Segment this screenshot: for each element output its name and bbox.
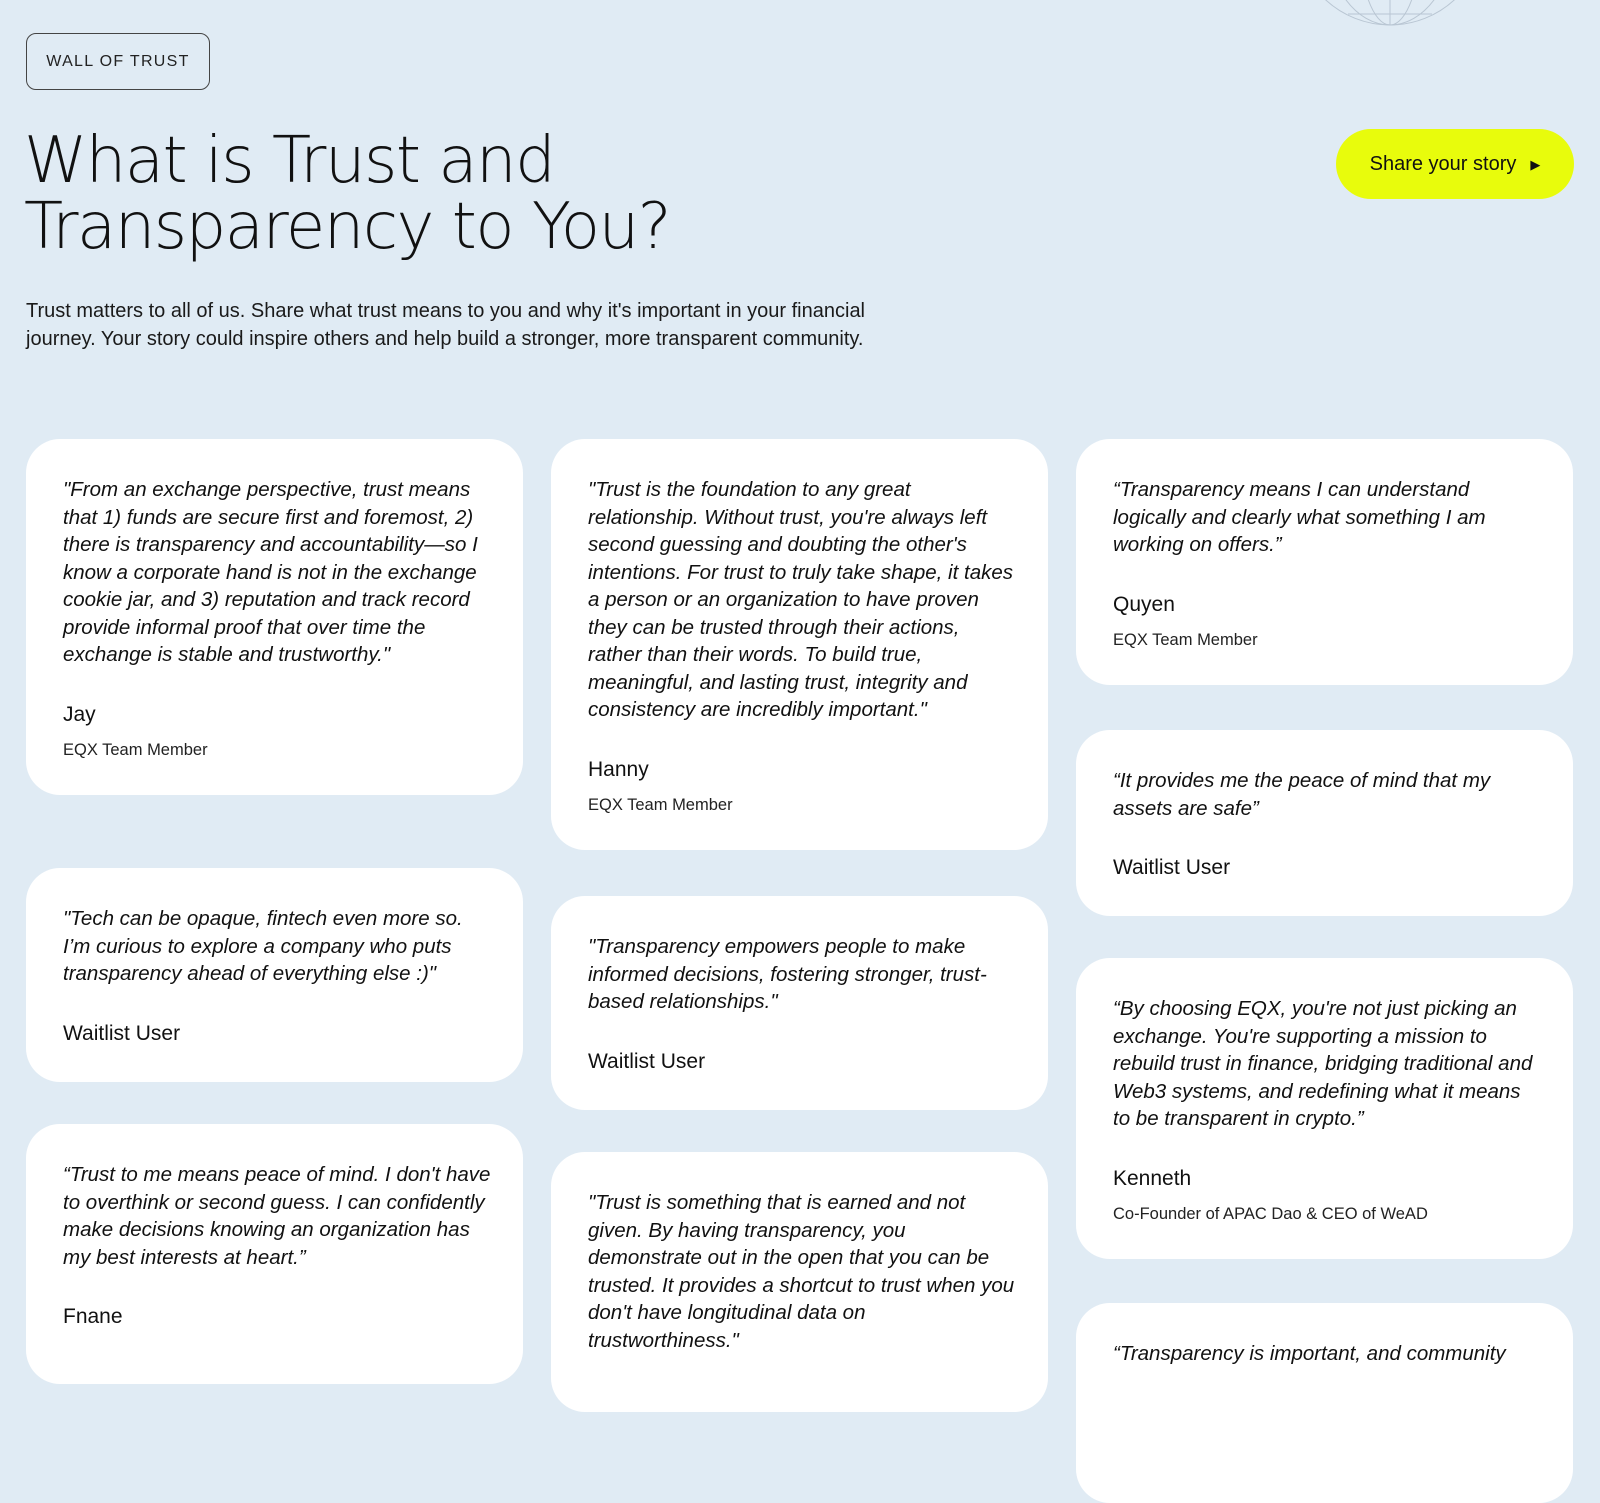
testimonial-quote: “Transparency is important, and community — [1113, 1342, 1506, 1365]
testimonial-role: EQX Team Member — [63, 740, 208, 759]
testimonial-card — [1076, 958, 1573, 1259]
caret-right-icon: ▶ — [1530, 156, 1541, 172]
page-title-line-1: What is Trust and — [24, 124, 555, 198]
testimonial-quote: “It provides me the peace of mind that my assets are safe” — [1113, 769, 1491, 820]
testimonial-author: Hanny — [588, 757, 649, 781]
testimonial-role: EQX Team Member — [588, 795, 733, 814]
intro-text: Trust matters to all of us. Share what trust means to you and why it's important in your financial journey. Your story could inspire others and help build a stronger, more transparent community. — [26, 300, 866, 350]
testimonial-author: Kenneth — [1113, 1166, 1192, 1190]
share-your-story-button[interactable] — [1336, 129, 1574, 199]
testimonial-author: Quyen — [1113, 592, 1175, 616]
testimonial-card — [551, 1152, 1048, 1412]
testimonial-card — [551, 439, 1048, 850]
testimonial-card — [26, 439, 523, 795]
globe-graphic — [1290, 0, 1490, 35]
testimonial-quote: “By choosing EQX, you're not just picking an exchange. You're supporting a mission to rebuild trust in finance, bridging traditional and Web3 systems, and redefining what it means to be transparent in crypto.” — [1113, 997, 1533, 1130]
testimonial-card — [26, 868, 523, 1082]
testimonial-card — [26, 1124, 523, 1384]
testimonial-quote: “Trust to me means peace of mind. I don't have to overthink or second guess. I can confidently make decisions knowing an organization has my best interests at heart.” — [63, 1163, 491, 1269]
testimonial-quote: “Transparency means I can understand logically and clearly what something I am working on offers.” — [1113, 478, 1486, 556]
testimonial-quote: "Trust is something that is earned and not given. By having transparency, you demonstrate out in the open that you can be trusted. It provides a shortcut to trust when you don't have longitudinal data on trustworthiness." — [588, 1191, 1015, 1352]
testimonial-card — [1076, 439, 1573, 685]
testimonial-card — [1076, 1303, 1573, 1503]
testimonial-quote: "Transparency empowers people to make informed decisions, fostering stronger, trust-based relationships." — [588, 935, 987, 1013]
testimonial-card — [551, 896, 1048, 1110]
testimonial-role: Co-Founder of APAC Dao & CEO of WeAD — [1113, 1204, 1428, 1223]
testimonial-quote: "Trust is the foundation to any great relationship. Without trust, you're always left second guessing and doubting the other's intentions. For trust to truly take shape, it takes a person or an organization to have proven they can be trusted through their actions, rather than their words. To build true, meaningful, and lasting trust, integrity and consistency are incredibly important." — [588, 478, 1014, 721]
section-eyebrow: WALL OF TRUST — [26, 33, 210, 90]
testimonial-quote: "Tech can be opaque, fintech even more so. I’m curious to explore a company who puts transparency ahead of everything else :)" — [63, 907, 463, 985]
testimonial-card — [1076, 730, 1573, 916]
testimonial-author: Waitlist User — [588, 1049, 706, 1073]
testimonial-role: EQX Team Member — [1113, 630, 1258, 649]
page-title — [24, 124, 671, 264]
page-title-line-2: Transparency to You? — [24, 190, 671, 264]
testimonial-quote: "From an exchange perspective, trust means that 1) funds are secure first and foremost, 2) there is transparency and accountability—so I know a corporate hand is not in the exchange cookie jar, and 3) reputation and track record provide informal proof that over time the exchange is stable and trustworthy." — [63, 478, 478, 666]
testimonial-author: Waitlist User — [1113, 856, 1231, 879]
testimonial-author: Waitlist User — [63, 1021, 181, 1045]
testimonial-author: Fnane — [63, 1305, 123, 1328]
share-your-story-label: Share your story — [1369, 152, 1517, 175]
testimonial-author: Jay — [63, 702, 96, 726]
